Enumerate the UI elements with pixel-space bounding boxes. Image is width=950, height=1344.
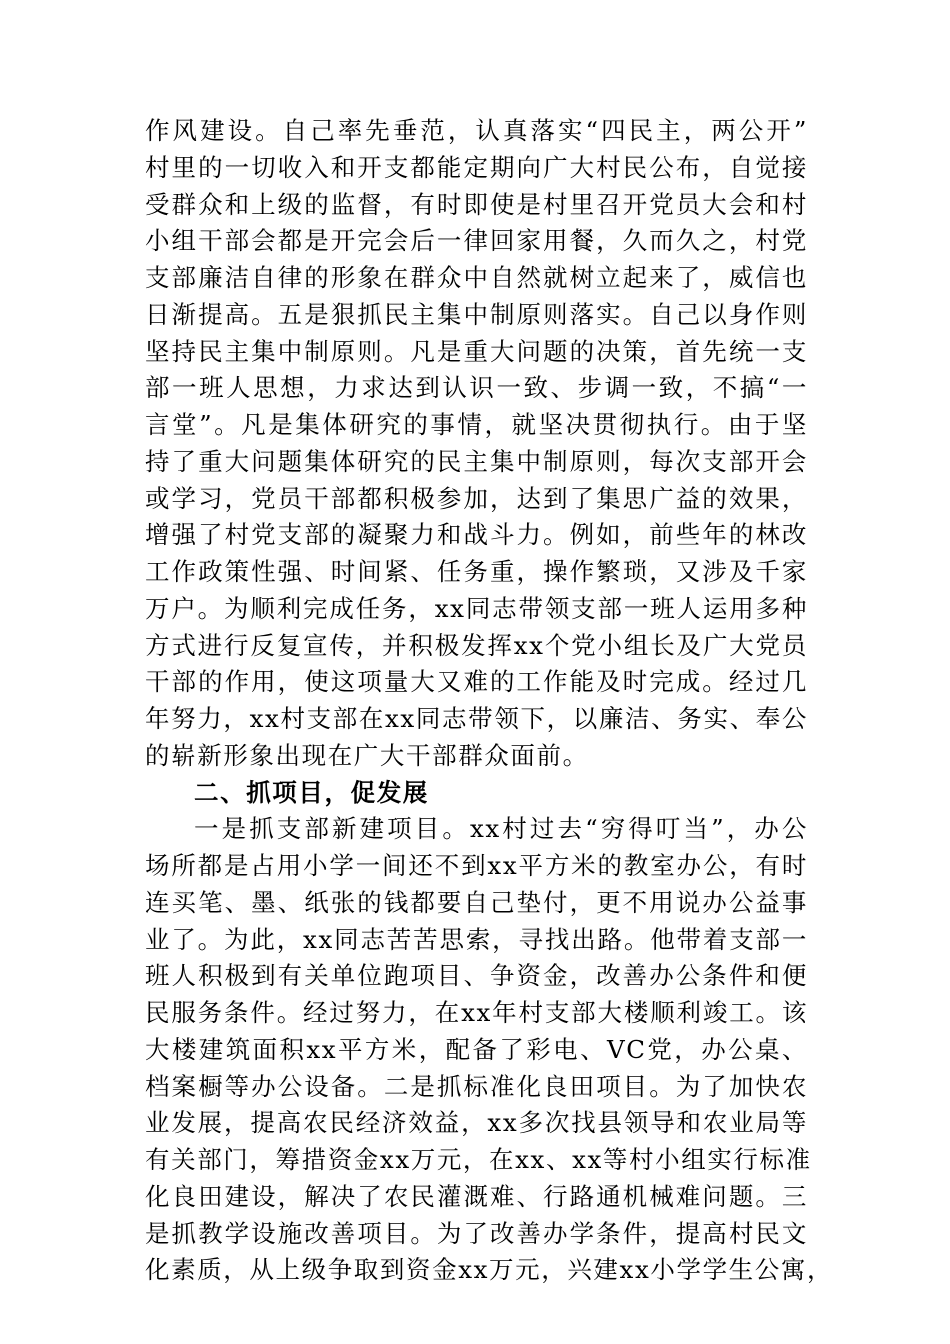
text-line: 方式进行反复宣传，并积极发挥xx个党小组长及广大党员 bbox=[145, 630, 808, 660]
text-line: 村里的一切收入和开支都能定期向广大村民公布，自觉接 bbox=[145, 152, 808, 182]
text-line: 工作政策性强、时间紧、任务重，操作繁琐，又涉及千家 bbox=[145, 557, 808, 586]
text-line: 支部廉洁自律的形象在群众中自然就树立起来了，威信也 bbox=[145, 263, 808, 292]
text-line: 档案橱等办公设备。二是抓标准化良田项目。为了加快农 bbox=[145, 1071, 808, 1101]
paragraph-projects bbox=[145, 811, 834, 1289]
text-line: 场所都是占用小学一间还不到xx平方米的教室办公，有时 bbox=[145, 851, 808, 880]
text-line: 言堂”。凡是集体研究的事情，就坚决贯彻执行。由于坚 bbox=[145, 410, 808, 439]
text-line: 业发展，提高农民经济效益，xx多次找县领导和农业局等 bbox=[145, 1108, 808, 1138]
section-heading: 二、抓项目，促发展 bbox=[194, 777, 429, 807]
text-line: 持了重大问题集体研究的民主集中制原则，每次支部开会 bbox=[145, 446, 808, 476]
text-line: 民服务条件。经过努力，在xx年村支部大楼顺利竣工。该 bbox=[145, 998, 808, 1027]
text-line: 有关部门，筹措资金xx万元，在xx、xx等村小组实行标准 bbox=[145, 1145, 812, 1174]
text-line: 小组干部会都是开完会后一律回家用餐，久而久之，村党 bbox=[145, 226, 808, 256]
paragraph-integrity-democracy bbox=[145, 113, 808, 775]
text-line: 是抓教学设施改善项目。为了改善办学条件，提高村民文 bbox=[145, 1218, 808, 1248]
text-line: 年努力，xx村支部在xx同志带领下，以廉洁、务实、奉公 bbox=[145, 704, 808, 733]
text-line: 一是抓支部新建项目。xx村过去“穷得叮当”，办公 bbox=[194, 814, 808, 844]
text-line: 干部的作用，使这项量大又难的工作能及时完成。经过几 bbox=[145, 667, 808, 697]
text-line: 坚持民主集中制原则。凡是重大问题的决策，首先统一支 bbox=[145, 336, 808, 366]
text-line: 班人积极到有关单位跑项目、争资金，改善办公条件和便 bbox=[145, 961, 808, 991]
text-line: 连买笔、墨、纸张的钱都要自己垫付，更不用说办公益事 bbox=[145, 887, 808, 917]
text-line: 大楼建筑面积xx平方米，配备了彩电、VC党，办公桌、 bbox=[145, 1034, 808, 1064]
text-line: 的崭新形象出现在广大干部群众面前。 bbox=[145, 740, 589, 770]
text-line: 化素质，从上级争取到资金xx万元，兴建xx小学学生公寓， bbox=[145, 1255, 834, 1285]
text-line: 部一班人思想，力求达到认识一致、步调一致，不搞“一 bbox=[145, 373, 808, 403]
text-line: 增强了村党支部的凝聚力和战斗力。例如，前些年的林改 bbox=[145, 520, 808, 550]
text-line: 万户。为顺利完成任务，xx同志带领支部一班人运用多种 bbox=[145, 593, 808, 623]
text-line: 业了。为此，xx同志苦苦思索，寻找出路。他带着支部一 bbox=[145, 924, 808, 954]
text-line: 化良田建设，解决了农民灌溉难、行路通机械难问题。三 bbox=[145, 1181, 808, 1211]
text-line: 受群众和上级的监督，有时即使是村里召开党员大会和村 bbox=[145, 189, 808, 219]
document-page bbox=[145, 113, 834, 1289]
text-line: 或学习，党员干部都积极参加，达到了集思广益的效果， bbox=[145, 483, 808, 513]
text-line: 日渐提高。五是狠抓民主集中制原则落实。自己以身作则 bbox=[145, 299, 808, 329]
text-line: 作风建设。自己率先垂范，认真落实“四民主，两公开” bbox=[145, 116, 808, 145]
